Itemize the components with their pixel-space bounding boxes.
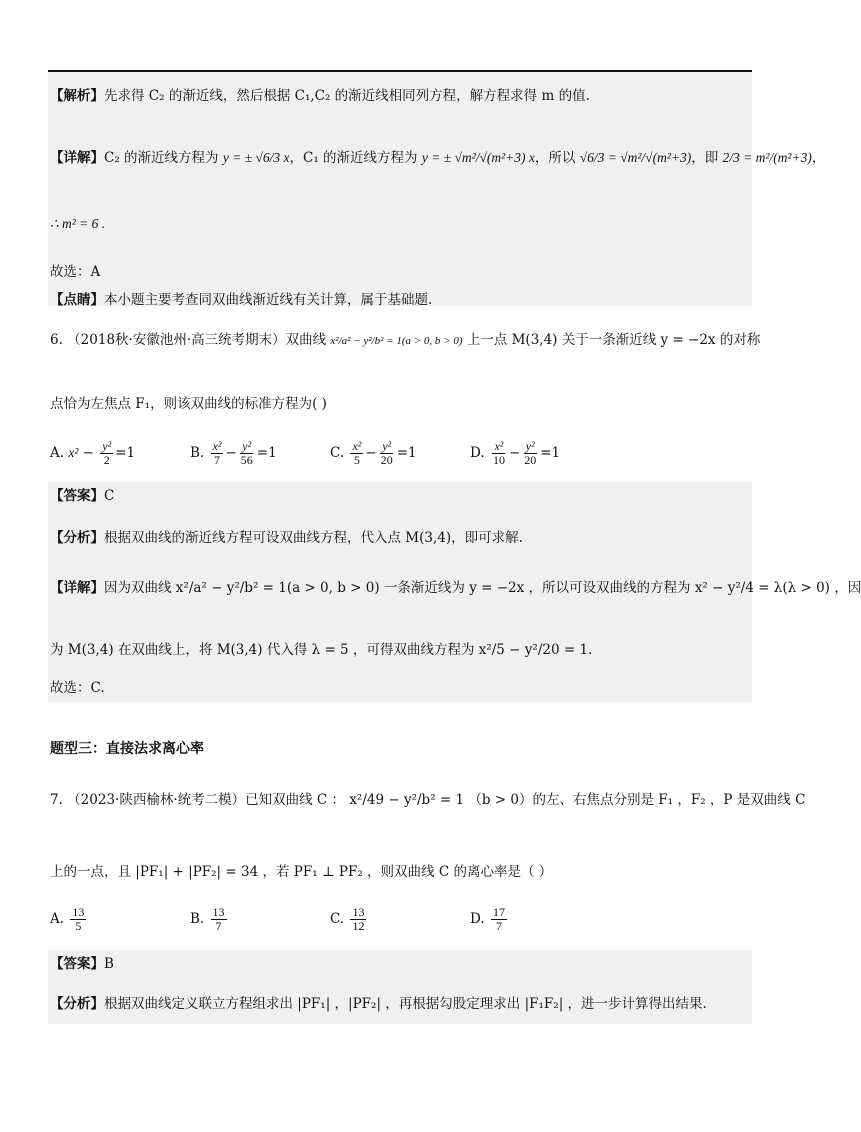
q7-fenxi-line: 【分析】根据双曲线定义联立方程组求出 |PF₁| ，|PF₂| ，再根据勾股定理求出 |F₁F₂| ，进一步计算得出结果.	[50, 996, 707, 1012]
q6-stem-2: 上一点 M(3,4) 关于一条渐近线 y = −2x 的对称	[466, 332, 761, 348]
q7-option-a[interactable]: A. $\frac{13}{5}$	[50, 905, 85, 933]
xiangjie-text-4: ，即	[691, 150, 719, 166]
q6-xiangjie-line-2: 为 M(3,4) 在双曲线上，将 M(3,4) 代入得 λ = 5 ，可得双曲线方程为 x²/5 − y²/20 = 1.	[50, 642, 593, 658]
q5-solution-block	[48, 72, 752, 306]
q6-answer-letter: C	[104, 488, 115, 504]
q6-stem-line-2: 点恰为左焦点 F₁，则该双曲线的标准方程为( )	[50, 396, 327, 412]
section-heading: 题型三：直接法求离心率	[50, 741, 204, 757]
q7-answer-letter: B	[104, 956, 114, 972]
q6-fenxi-line: 【分析】根据双曲线的渐近线方程可设双曲线方程，代入点 M(3,4)，即可求解.	[50, 530, 523, 546]
q7-stem-line-2: 上的一点，且 |PF₁| + |PF₂| = 34 ，若 PF₁ ⊥ PF₂ ，则双曲线 C 的离心率是（ ）	[50, 864, 553, 880]
q7-fenxi-text: 根据双曲线定义联立方程组求出 |PF₁| ，|PF₂| ，再根据勾股定理求出 |F₁F₂| ，进一步计算得出结果.	[104, 996, 707, 1012]
q5-answer: 故选：A	[50, 264, 101, 280]
q7-option-c[interactable]: C. $\frac{13}{12}$	[330, 905, 365, 933]
dianjing-tag: 【点睛】	[50, 292, 104, 308]
equation-3: √6/3 = √m²/√(m²+3)	[579, 150, 692, 165]
xiangjie-text-5: ，	[811, 150, 826, 166]
q6-answer: 故选：C.	[50, 680, 105, 696]
q5-xiangjie-line	[50, 148, 825, 168]
q6-xiangjie-text-1: 因为双曲线 x²/a² − y²/b² = 1(a > 0, b > 0) 一条渐近线为 y = −2x ，所以可设双曲线的方程为 x² − y²/4 = λ(λ > 0) ，因	[104, 580, 861, 596]
dianjing-text: 本小题主要考查同双曲线渐近线有关计算，属于基础题.	[104, 292, 433, 308]
equation-2: y = ± √m²/√(m²+3) x	[421, 150, 535, 165]
xiangjie-text-1: C₂ 的渐近线方程为	[104, 150, 219, 166]
equation-1: y = ± √6/3 x	[222, 150, 290, 165]
equation-4: 2/3 = m²/(m²+3)	[722, 150, 812, 165]
q5-dianjing-line	[50, 290, 432, 310]
q7-option-d[interactable]: D. $\frac{17}{7}$	[470, 905, 505, 933]
xiangjie-text-3: ，所以	[534, 150, 576, 166]
q7-option-b[interactable]: B. $\frac{13}{7}$	[190, 905, 225, 933]
xiangjie-text-2: ，C₁ 的渐近线方程为	[289, 150, 418, 166]
therefore-line: ∴ m² = 6 .	[50, 216, 106, 231]
q6-option-c[interactable]: C. $\frac{\text{x²}}{5}$ − $\frac{\text{y²}}{20}$ =1	[330, 439, 417, 467]
q6-stem-line-1	[50, 330, 760, 351]
jiexi-text: 先求得 C₂ 的渐近线，然后根据 C₁,C₂ 的渐近线相同列方程，解方程求得 m 的值.	[104, 88, 590, 104]
q6-option-d[interactable]: D. $\frac{\text{x²}}{10}$ − $\frac{\text{y²}}{20}$ =1	[470, 439, 561, 467]
q6-option-a[interactable]: A. x² − $\frac{\text{y²}}{2}$ =1	[50, 439, 136, 467]
q6-stem-1: 6. （2018秋·安徽池州·高三统考期末）双曲线	[50, 332, 327, 348]
q6-option-b[interactable]: B. $\frac{\text{x²}}{7}$ − $\frac{\text{y²}}{56}$ =1	[190, 439, 277, 467]
q6-xiangjie-line-1: 【详解】因为双曲线 x²/a² − y²/b² = 1(a > 0, b > 0) 一条渐近线为 y = −2x ，所以可设双曲线的方程为 x² − y²/4 = λ(λ > 0) ，因	[50, 580, 861, 596]
jiexi-tag: 【解析】	[50, 88, 104, 104]
q7-stem-line-1: 7. （2023·陕西榆林·统考二模）已知双曲线 C ： x²/49 − y²/b² = 1 （b > 0）的左、右焦点分别是 F₁ ，F₂ ，P 是双曲线 C	[50, 792, 806, 808]
q6-fenxi-text: 根据双曲线的渐近线方程可设双曲线方程，代入点 M(3,4)，即可求解.	[104, 530, 523, 546]
xiangjie-tag: 【详解】	[50, 150, 104, 166]
q5-jiexi-line	[50, 86, 590, 106]
q6-hyperbola-equation: x²/a² − y²/b² = 1(a > 0, b > 0)	[330, 335, 463, 347]
q6-daan-line: 【答案】C	[50, 488, 115, 504]
q7-daan-line: 【答案】B	[50, 956, 114, 972]
